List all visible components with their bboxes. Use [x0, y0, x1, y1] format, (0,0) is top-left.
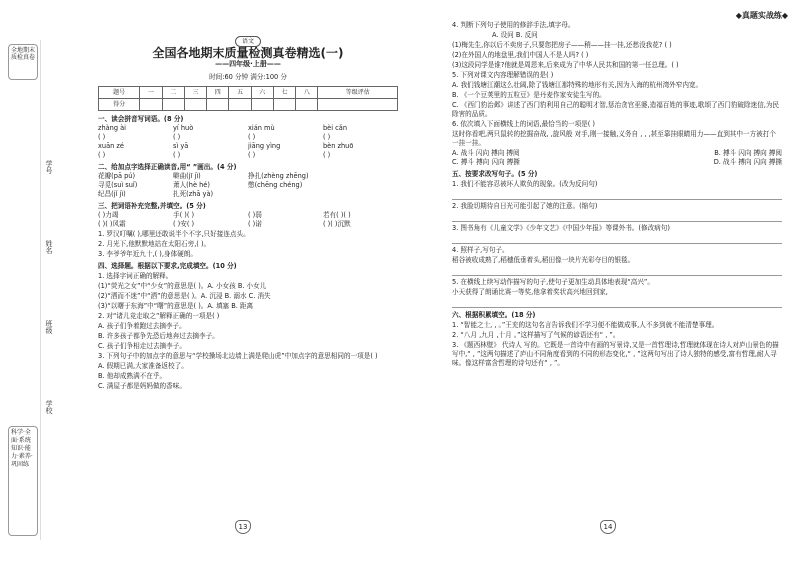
choice[interactable]: B. 他却成熟满不在乎。	[98, 372, 167, 380]
pinyin: sì yā	[173, 142, 189, 150]
sidebar-badge-top: 全地期末质检真卷	[8, 44, 38, 80]
page-title: 全国各地期末质量检测真卷精选(一)	[152, 46, 344, 60]
class-label: 班级	[45, 320, 53, 334]
page-number-left	[233, 520, 253, 534]
fill-question: 3. 李爷爷年近九十,( ),身体硬朗。	[98, 250, 197, 258]
heart-icon: 13	[235, 520, 251, 534]
score-cell[interactable]	[140, 99, 162, 111]
score-cell[interactable]	[318, 99, 398, 111]
answer-blank[interactable]: ( )	[173, 151, 181, 159]
pinyin: xián mù	[248, 124, 275, 132]
exam-meta: 时间:60 分钟 满分:100 分	[209, 73, 287, 81]
idiom-item[interactable]: ( )诺	[248, 220, 262, 228]
idiom-item[interactable]: ( )力竭	[98, 211, 119, 219]
choice[interactable]: C. 搏斗 搏向 闪向 搏撕	[452, 158, 520, 166]
choice[interactable]: C. 满屋子都是妈妈做的香味。	[98, 382, 186, 390]
fill-question: 2. “八月 ,九月 ,十月 。”这样描写了气候的谚语还有“ , ”。	[452, 331, 620, 339]
question: 2. 对“诸儿竞走取之”解释正确的一项是( )	[98, 312, 220, 320]
rewrite-question: 1. 我们不能容忍被坏人欺负的现象。(改为反问句)	[452, 180, 598, 188]
idiom-item[interactable]: ( )( )风霜	[98, 220, 126, 228]
score-header: 五	[229, 87, 251, 99]
answer-blank[interactable]: ( )	[173, 133, 181, 141]
choice[interactable]: C. 《西门豹治邺》讲述了西门豹利用自己的聪明才智,惩治贪官巫婆,造福百姓的事迹,歌颂了西门豹破除迷信,为民除害的品质。	[452, 101, 780, 118]
section-6-heading: 六、根据积累填空。(18 分)	[452, 311, 536, 319]
sub-question: (1)“荧光之女”中“少女”的意思是( )。A. 小女孩 B. 小女儿	[98, 282, 267, 290]
idiom-item[interactable]: 手( )( )	[173, 211, 195, 219]
answer-line[interactable]	[452, 299, 782, 308]
score-header: 七	[273, 87, 295, 99]
choice[interactable]: B. 《一个豆荚里的五粒豆》是丹麦作家安徒生写的。	[452, 91, 606, 99]
passage: 这时你看吧,两只鼠转的挖掘奋战, ,旋风般 对手,刚一接触,义务自 , , ,甚至靠挂眼睛用力——直到其中一方被打个一挂一挂。	[452, 130, 776, 147]
brand-banner: ◆真题实战练◆	[735, 11, 788, 20]
section-4-heading: 四、选择题。根据以下要求,完成填空。(10 分)	[98, 262, 237, 270]
pinyin: bèn zhuō	[323, 142, 354, 150]
pinyin-grid	[98, 124, 398, 160]
question: 5. 下列对课文内容理解错误的是( )	[452, 71, 554, 79]
rewrite-question: 3. 图书角有《儿童文学》《少年文艺》《中国少年报》等课外书。(修改病句)	[452, 224, 670, 232]
answer-blank[interactable]: ( )	[323, 151, 331, 159]
reading-item[interactable]: 纪昌(jǐ jì)	[98, 190, 126, 198]
answer-line[interactable]	[452, 235, 782, 244]
heart-icon: 14	[600, 520, 616, 534]
fill-question: 1. “智能之士, , 。”王充的这句名言告诉我们不学习便不能做成事,人不多到就不能清楚事理。	[452, 321, 719, 329]
left-sidebar	[6, 40, 41, 540]
score-header: 一	[140, 87, 162, 99]
fill-question: 2. 月光下,他默默地站在太阳石旁,( )。	[98, 240, 211, 248]
score-header: 六	[251, 87, 273, 99]
student-id-label: 学号	[45, 160, 53, 174]
sub-question: (3)这段同学是谁?他就是周恩来,后来成为了中华人民共和国的第一任总理。( )	[452, 61, 679, 69]
score-header: 八	[296, 87, 318, 99]
section-5-heading: 五、按要求改写句子。(5 分)	[452, 170, 538, 178]
choice[interactable]: A. 我们钱塘江潮这么壮阔,除了钱塘江那特殊的地形有关,因为入海的杭州湾外窄内宽。	[452, 81, 703, 89]
student-name-label: 姓名	[45, 240, 53, 254]
score-header: 四	[207, 87, 229, 99]
options: A. 设问 B. 反问	[492, 31, 538, 39]
score-cell[interactable]	[251, 99, 273, 111]
question: 6. 依次填入下面横线上的词语,最恰当的一项是( )	[452, 120, 596, 128]
question: 3. 下列句子中的加点字的意思与“学校操场北边墙上满是爬山虎”中加点字的意思相同的一项是( )	[98, 352, 378, 360]
reading-item[interactable]: 挣扎(zhèng zhēng)	[248, 172, 309, 180]
example-sentence: 稻谷被收成熟了,稻穗低垂着头,稻田像一块片光彩夺目的银毯。	[452, 256, 635, 264]
rewrite-question: 4. 照样子,写句子。	[452, 246, 509, 254]
answer-blank[interactable]: ( )	[248, 133, 256, 141]
choice[interactable]: A. 战斗 闪向 搏向 搏阅	[452, 149, 520, 157]
idiom-grid	[98, 211, 398, 229]
right-page	[452, 20, 782, 556]
school-label: 学校	[45, 400, 53, 414]
score-table	[98, 86, 398, 111]
score-cell[interactable]	[229, 99, 251, 111]
reading-item[interactable]: 寻觅(suì suǐ)	[98, 181, 138, 189]
question: 4. 判断下列句子使用的修辞手法,填字母。	[452, 21, 575, 29]
sub-question: (2)在外国人的地盘里,我们中国人不是人吗? ( )	[452, 51, 589, 59]
q6-options	[452, 158, 782, 167]
pinyin: xuān zé	[98, 142, 124, 150]
fill-question: 1. 罗汉叮嘱( ),哪里还敢说半个不字,只好接连点头。	[98, 230, 250, 238]
answer-line[interactable]	[452, 213, 782, 222]
pinyin: zhàng ài	[98, 124, 127, 132]
choice[interactable]: C. 孩子们争相走过去摘李子。	[98, 342, 186, 350]
section-2-heading: 二、给加点字选择正确读音,用“ ”画出。(4 分)	[98, 163, 237, 171]
choice[interactable]: A. 孩子们争着跑过去摘李子。	[98, 322, 186, 330]
score-header: 二	[162, 87, 184, 99]
rewrite-question: 2. 我脸切期待自日光可能引起了她的注意。(缩句)	[452, 202, 598, 210]
choice[interactable]: B. 搏斗 闪向 搏向 搏阅	[714, 149, 782, 157]
sub-question: (1)梅先生,你以后不卖房子,只要您把房子——稍——挂一挂,还愁没我花? ( )	[452, 41, 672, 49]
score-header: 题号	[99, 87, 140, 99]
idiom-item[interactable]: ( )安( )	[173, 220, 195, 228]
reading-item[interactable]: 萧人(hè hé)	[173, 181, 210, 189]
reading-item[interactable]: 扎死(zhā yà)	[173, 190, 214, 198]
reading-grid	[98, 172, 398, 199]
example-sentence: 小天获得了朗诵比赛一等奖,他拿着奖状高兴地回到家,	[452, 288, 608, 296]
pinyin: bèi cǎn	[323, 124, 348, 132]
choice[interactable]: B. 许多孩子都争先恐后地奔过去摘李子。	[98, 332, 219, 340]
rewrite-question: 5. 在横线上续写动作描写的句子,使句子更加生动具体地表现“高兴”。	[452, 278, 654, 286]
answer-line[interactable]	[452, 191, 782, 200]
sub-question: (2)“洒而不迷”中“洒”的意思是( )。A. 沉浸 B. 溺水 C. 消失	[98, 292, 271, 300]
sidebar-badge-bottom: 科学·全面·系统 知识·能力·素养·巩固练	[8, 426, 38, 536]
choice[interactable]: A. 假期已满,大家准备返校了。	[98, 362, 188, 370]
idiom-item[interactable]: ( )( )沉默	[323, 220, 351, 228]
answer-line[interactable]	[452, 267, 782, 276]
section-3-heading: 三、把词语补充完整,并填空。(5 分)	[98, 202, 206, 210]
answer-blank[interactable]: ( )	[248, 151, 256, 159]
score-cell[interactable]	[162, 99, 184, 111]
sub-question: (3)“以曙于东海”中“曙”的意思是( )。A. 填塞 B. 距离	[98, 302, 254, 310]
question: 1. 选择字词正确的解释。	[98, 272, 173, 280]
left-page	[98, 36, 398, 556]
reading-item[interactable]: 花瓣(pā pú)	[98, 172, 136, 180]
score-row-label: 得分	[99, 99, 140, 111]
score-cell[interactable]	[273, 99, 295, 111]
section-1-heading: 一、读会拼音写词语。(8 分)	[98, 115, 184, 123]
score-header: 三	[184, 87, 206, 99]
binding-labels	[44, 160, 54, 460]
score-cell[interactable]	[296, 99, 318, 111]
idiom-item[interactable]: ( )弱	[248, 211, 262, 219]
pinyin: yí huò	[173, 124, 194, 132]
reading-item[interactable]: 憋(chēng chéng)	[248, 181, 303, 189]
answer-blank[interactable]: ( )	[98, 133, 106, 141]
choice[interactable]: D. 战斗 搏向 闪向 搏撕	[713, 158, 782, 166]
grade-label: ——四年级·上册——	[215, 60, 281, 68]
answer-blank[interactable]: ( )	[323, 133, 331, 141]
fill-question: 3. 《题西林壁》 代诗人 写的。它既是一首诗中有画的写景诗,又是一首哲理诗,哲理就体现在诗人对庐山景色的描写中,“ , ”这两句描述了庐山不同角度看到的不同的形态变化,“ , ”这两句写出了诗人独特的感受,富有哲理,耐人寻味。像这样富含哲理的诗句还有“ , ”。	[452, 341, 779, 367]
score-header: 等级评估	[318, 87, 398, 99]
pinyin: jiāng yìng	[248, 142, 281, 150]
score-cell[interactable]	[207, 99, 229, 111]
q6-options	[452, 149, 782, 158]
page-number-right	[598, 520, 618, 534]
subject-badge: 语文	[235, 36, 261, 47]
score-cell[interactable]	[184, 99, 206, 111]
idiom-item[interactable]: 若有( )( )	[323, 211, 351, 219]
reading-item[interactable]: 噼曲(jī jì)	[173, 172, 201, 180]
answer-blank[interactable]: ( )	[98, 151, 106, 159]
